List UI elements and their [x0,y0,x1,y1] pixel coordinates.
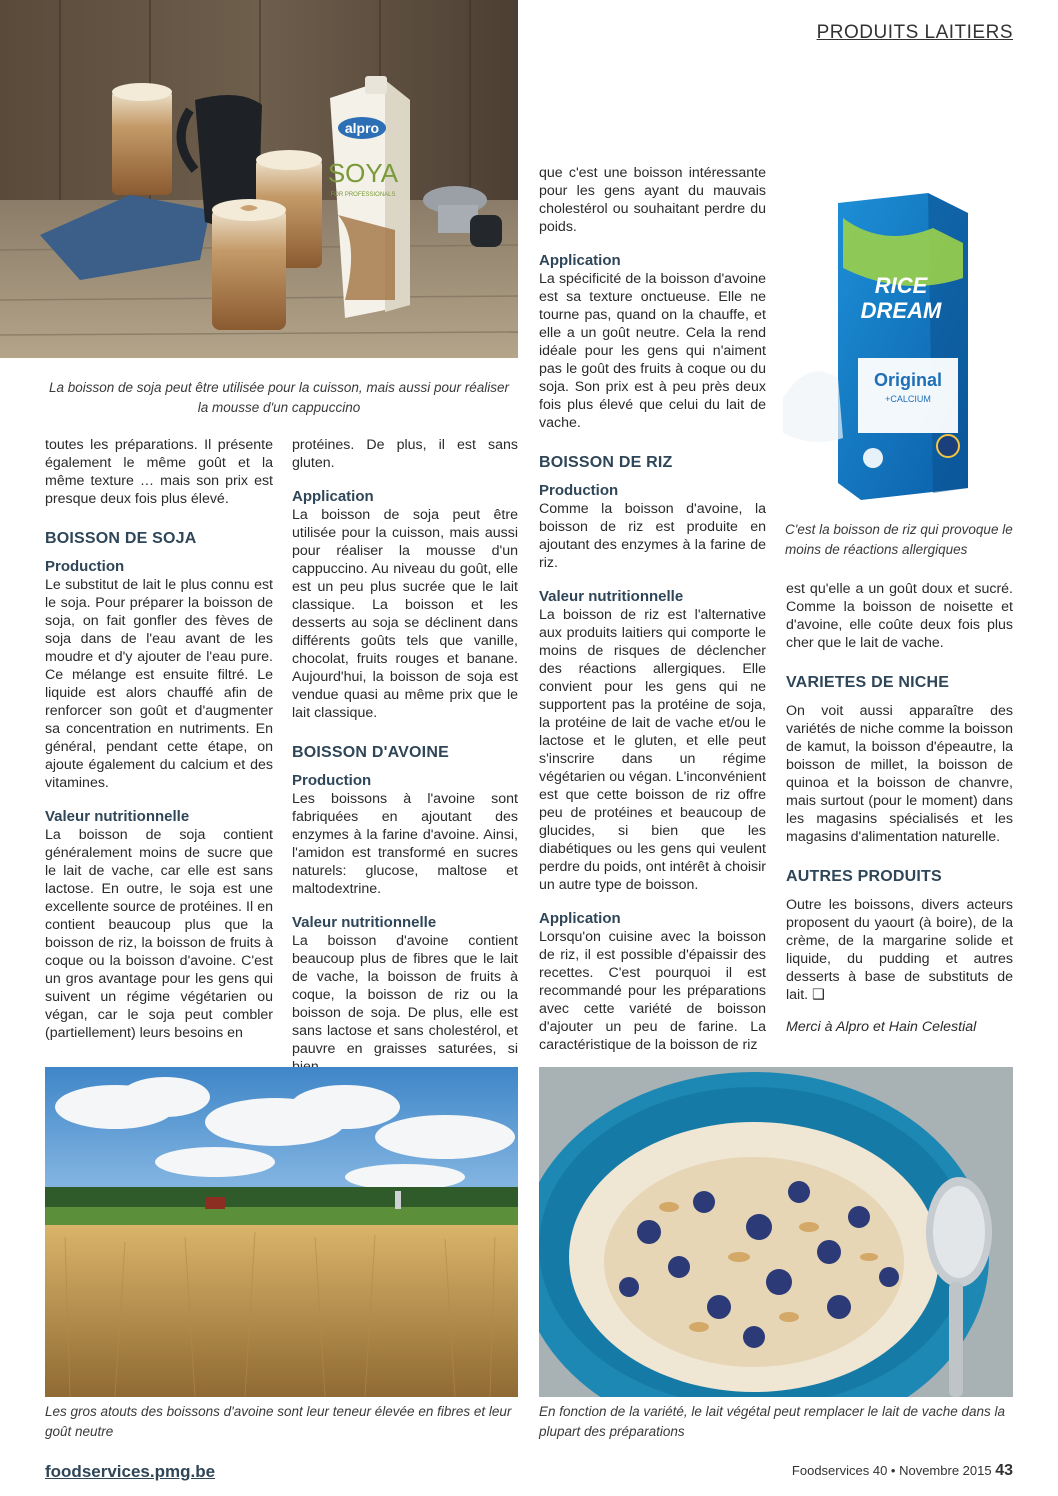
subtitle-valeur-avoine: Valeur nutritionnelle [292,914,437,931]
thanks-note: Merci à Alpro et Hain Celestial [786,1019,977,1035]
footer-website-link[interactable]: foodservices.pmg.be [45,1462,216,1481]
col1-intro: toutes les préparations. Il présente également le même goût et la même texture … mais son prix est presque deux fois plus élevé. [45,437,273,507]
footer-issue-info [792,1462,1013,1480]
section-title-soja: BOISSON DE SOJA [45,530,197,547]
ricedream-sub: +CALCIUM [885,394,931,404]
coffee-illustration [0,0,518,358]
field-photo [45,1067,518,1397]
coffee-caption: La boisson de soja peut être utilisée pour la cuisson, mais aussi pour réaliser la mousse d'un cappuccino [48,380,509,415]
page-number: 43 [995,1462,1013,1479]
section-title-avoine: BOISSON D'AVOINE [292,744,449,761]
column-1 [45,436,273,1042]
production-avoine-text: Les boissons à l'avoine sont fabriquées en ajoutant des enzymes à la farine d'avoine. Ainsi, l'amidon est transformé en sucres naturels: glucose, maltose et maltodextrine. [292,791,518,897]
column-4 [786,580,1013,1036]
valeur-avoine-text: La boisson d'avoine contient beaucoup plus de fibres que le lait de vache, la boisson de fruits à coque, la boisson de riz ou la boisson de soja. De plus, elle est sans lactose et sans cholestérol, et pauvre en graisses saturées, si [292,933,518,1057]
section-title-niche: VARIETES DE NICHE [786,674,950,691]
ricedream-brand-line2: DREAM [860,298,942,323]
subtitle-production-avoine: Production [292,772,372,789]
application-riz-text: Lorsqu'on cuisine avec la boisson de riz, il est possible d'épaissir des recettes. C'est pourquoi il est recommandé pour les préparations avec cette variété de boisson d'ajouter un peu de farine. La caractéristique de la boisson de riz [539,929,766,1053]
subtitle-valeur-riz: Valeur nutritionnelle [539,588,684,605]
coffee-photo [0,0,518,358]
carton-product-sub: FOR PROFESSIONALS [330,192,396,198]
subtitle-application-soja: Application [292,488,374,505]
section-title-riz: BOISSON DE RIZ [539,454,673,471]
ricedream-brand-line1: RICE [874,273,928,298]
bowl-caption: En fonction de la variété, le lait végétal peut remplacer le lait de vache dans la plupart des préparations [539,1404,1006,1439]
subtitle-valeur-soja: Valeur nutritionnelle [45,808,190,825]
subtitle-application-avoine: Application [539,252,621,269]
ricedream-photo [783,188,993,508]
section-label: PRODUITS LAITIERS [816,22,1013,43]
production-soja-text: Le substitut de lait le plus connu est le soja. Pour préparer la boisson de soja, on fait gonfler des fèves de soja dans de l'eau avant de les moudre et d'y ajouter de l'eau pure. Ce mélange est ensuite filtré. Le liquide est alors chauffé afin de renforcer son goût et d'augmenter sa concentration en nutriments. En général, pendant cette étape, on ajoute également du calcium et des vitamines. [45,577,273,791]
porridge-bowl-illustration [539,1067,1013,1397]
autres-text: Outre les boissons, divers acteurs proposent du yaourt (à boire), de la crème, de la margarine solide et liquide, du pudding et autres desserts à base de substituts de lait. [786,897,1013,1003]
section-title-autres: AUTRES PRODUITS [786,868,942,885]
niche-text: On voit aussi apparaître des variétés de niche comme la boisson de kamut, la boisson d'épeautre, la boisson de millet, la boisson de quinoa et la boisson de chanvre, mais surtout (pour le moment) dans les magasins spécialisés et les magasins d'alimentation naturelle. [786,703,1013,845]
col4-intro: est qu'elle a un goût doux et sucré. Comme la boisson de noisette et d'avoine, elle coûte deux fois plus cher que le lait de vache. [786,581,1013,651]
application-avoine-text: La spécificité de la boisson d'avoine est sa texture onctueuse. Elle ne tourne pas, quand on la chauffe, et elle a un goût neutre. Cela la rend idéale pour les gens qui n'aiment pas le goût des fruits à coque ou du soja. Son prix est à peu près deux fois plus élevé que celui du lait de vache. [539,271,766,431]
column-3 [539,164,766,1054]
footer-issue: Foodservices 40 • Novembre 2015 [791,1463,992,1478]
carton-brand-text: alpro [344,120,380,136]
end-of-article-mark: ❑ [812,987,825,1003]
carton-product-text: SOYA [327,158,399,188]
production-riz-text: Comme la boisson d'avoine, la boisson de riz est produite en ajoutant des enzymes à la farine de riz. [539,501,766,571]
application-soja-text: La boisson de soja peut être utilisée pour la cuisson, mais aussi pour réaliser la mousse d'un cappuccino. Au niveau du goût, elle est un peu plus sucrée que le lait classique. La boisson et les desserts au soja se déclinent dans différents goûts tels que vanille, chocolat, fruits rouges et banane. Aujourd'hui, la boisson de soja est vendue quasi au même prix que le lait classique. [292,507,518,721]
col2-intro: protéines. De plus, il est sans gluten. [292,437,518,471]
field-caption: Les gros atouts des boissons d'avoine sont leur teneur élevée en fibres et leur goût neutre [45,1404,512,1439]
oat-field-illustration [45,1067,518,1397]
valeur-soja-text: La boisson de soja contient généralement moins de sucre que le lait de vache, car elle est sans lactose. En outre, le soja est une excellente source de protéines. Il en contient beaucoup plus que la boisson de riz, la boisson de fruits à coque ou la boisson d'avoine. C'est un gros avantage pour les gens qui suivent un régime végétarien ou végan, car le soja peut combler (partiellement) leurs besoins en [45,827,273,1041]
ricedream-caption: C'est la boisson de riz qui provoque le moins de réactions allergiques [785,522,1013,557]
bowl-photo [539,1067,1013,1397]
ricedream-variant: Original [873,370,943,390]
ricedream-carton-illustration [783,188,993,508]
valeur-riz-text: La boisson de riz est l'alternative aux produits laitiers qui comporte le moins de risques de déclencher des réactions allergiques. Elle convient pour les gens qui ne supportent pas la protéine de soja, la protéine de lait de vache et/ou le lactose et le gluten, et elle peut s'inscrire dans un régime végétarien ou végan. L'inconvénient est que cette boisson de riz offre peu de protéines et beaucoup de glucides, si bien que les diabétiques ou les gens qui veulent perdre du poids, ont intérêt à choisir un autre type de boisson. [539,607,766,893]
subtitle-application-riz: Application [539,910,621,927]
subtitle-production-soja: Production [45,558,125,575]
subtitle-production-riz: Production [539,482,619,499]
column-2 [292,436,518,1076]
col3-intro: que c'est une boisson intéressante pour les gens ayant du mauvais cholestérol ou souhaitant perdre du poids. [539,165,766,235]
